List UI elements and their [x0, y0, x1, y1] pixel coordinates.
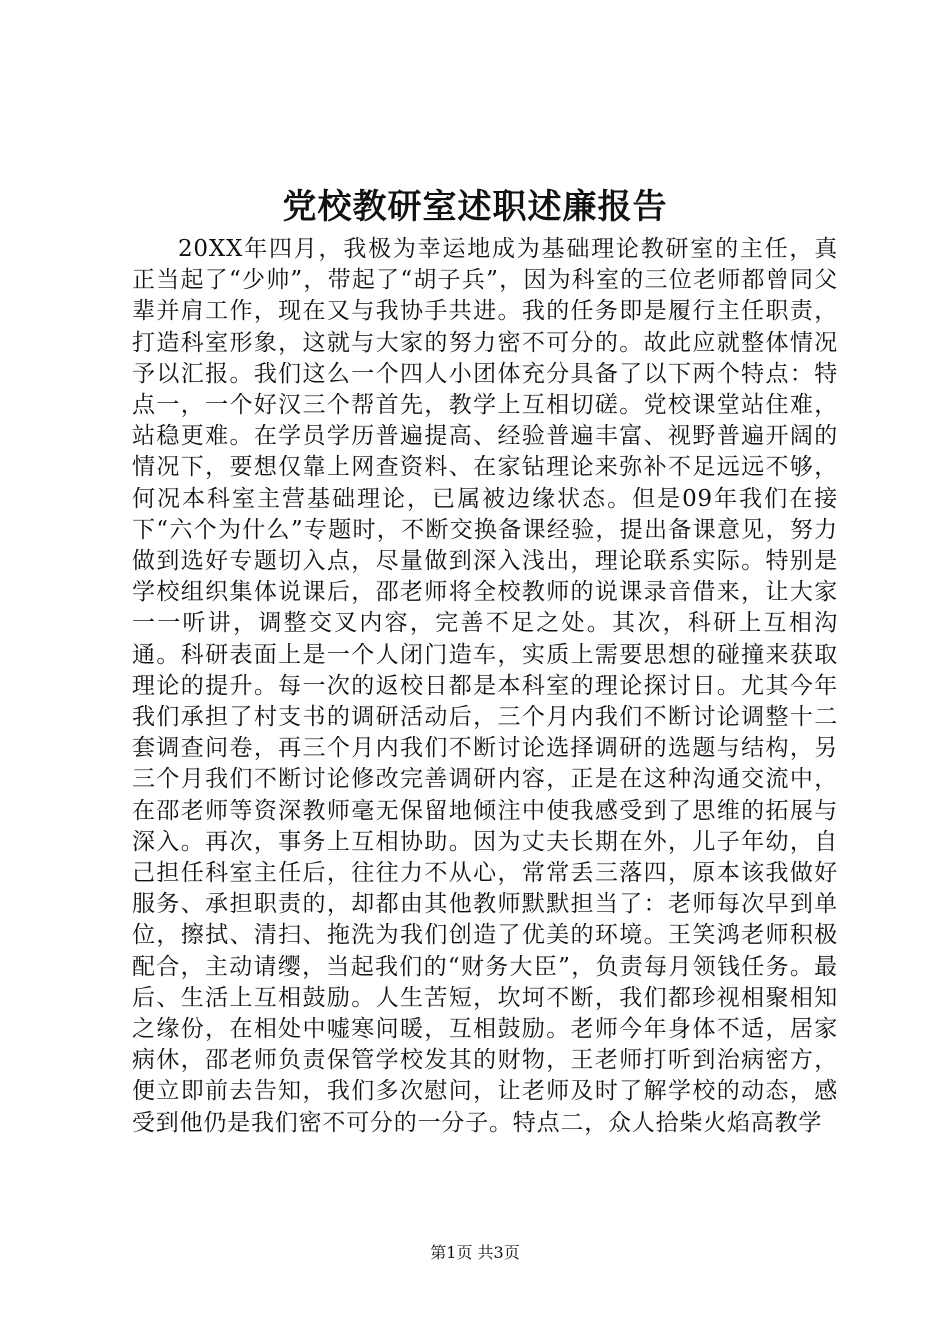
- page-number-footer: 第1页 共3页: [430, 1243, 520, 1262]
- document-title: 党校教研室述职述廉报告: [282, 187, 668, 227]
- document-body-paragraph: 20XX年四月，我极为幸运地成为基础理论教研室的主任，真正当起了“少帅”，带起了“胡子兵”，因为科室的三位老师都曾同父辈并肩工作，现在又与我协手共进。我的任务即是履行主任职责，打造科室形象，这就与大家的努力密不可分的。故此应就整体情况予以汇报。我们这么一个四人小团体充分具备了以下两个特点：特点一，一个好汉三个帮首先，教学上互相切磋。党校课堂站住难，站稳更难。在学员学历普遍提高、经验普遍丰富、视野普遍开阔的情况下，要想仅靠上网查资料、在家钻理论来弥补不足远远不够，何况本科室主营基础理论，已属被边缘状态。但是09年我们在接下“六个为什么”专题时，不断交换备课经验，提出备课意见，努力做到选好专题切入点，尽量做到深入浅出，理论联系实际。特别是学校组织集体说课后，邵老师将全校教师的说课录音借来，让大家一一听讲，调整交叉内容，完善不足之处。其次，科研上互相沟通。科研表面上是一个人闭门造车，实质上需要思想的碰撞来获取理论的提升。每一次的返校日都是本科室的理论探讨日。尤其今年我们承担了村支书的调研活动后，三个月内我们不断讨论调整十二套调查问卷，再三个月内我们不断讨论选择调研的选题与结构，另三个月我们不断讨论修改完善调研内容，正是在这种沟通交流中，在邵老师等资深教师毫无保留地倾注中使我感受到了思维的拓展与深入。再次，事务上互相协助。因为丈夫长期在外，儿子年幼，自己担任科室主任后，往往力不从心，常常丢三落四，原本该我做好服务、承担职责的，却都由其他教师默默担当了：老师每次早到单位，擦拭、清扫、拖洗为我们创造了优美的环境。王笑鸿老师积极配合，主动请缨，当起我们的“财务大臣”，负责每月领钱任务。最后、生活上互相鼓励。人生苦短，坎坷不断，我们都珍视相聚相知之缘份，在相处中嘘寒问暖，互相鼓励。老师今年身体不适，居家病休，邵老师负责保管学校发其的财物，王老师打听到治病密方，便立即前去告知，我们多次慰问，让老师及时了解学校的动态，感受到他仍是我们密不可分的一分子。特点二，众人拾柴火焰高教学: [132, 236, 838, 1136]
